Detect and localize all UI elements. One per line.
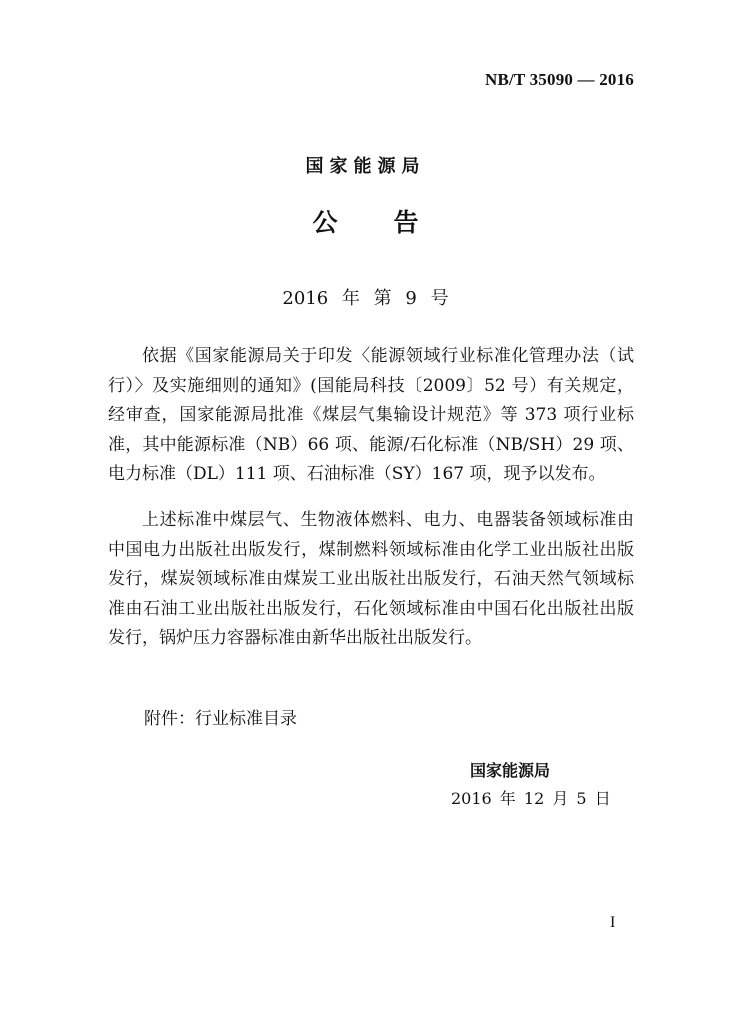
body-paragraph-1 <box>108 342 634 490</box>
signature-organization: 国家能源局 <box>470 761 551 780</box>
announcement-number: 2016 年 第 9 号 <box>282 288 449 309</box>
paragraph-text: 依据《国家能源局关于印发〈能源领域行业标准化管理办法（试行）〉及实施细则的通知》(国能局科技〔2009〕52 号）有关规定，经审查，国家能源局批准《煤层气集输设计规范》等 373 项行业标准，其中能源标准（NB）66 项、能源/石化标准（NB/SH）29 项、电力标准（DL）111 项、石油标准（SY）167 项，现予以发布。 <box>108 346 634 485</box>
attachment-note: 附件：行业标准目录 <box>144 709 297 729</box>
document-title: 公告 <box>312 208 475 237</box>
standard-number: NB/T 35090 — 2016 <box>484 70 634 89</box>
page-number: I <box>610 914 616 931</box>
signature-date: 2016 年 12 月 5 日 <box>451 789 611 808</box>
issuer-name: 国家能源局 <box>305 156 426 177</box>
paragraph-text: 上述标准中煤层气、生物液体燃料、电力、电器装备领域标准由中国电力出版社出版发行，煤制燃料领域标准由化学工业出版社出版发行，煤炭领域标准由煤炭工业出版社出版发行，石油天然气领域标准由石油工业出版社出版发行，石化领域标准由中国石化出版社出版发行，锅炉压力容器标准由新华出版社出版发行。 <box>108 510 634 649</box>
body-paragraph-2 <box>108 506 634 654</box>
